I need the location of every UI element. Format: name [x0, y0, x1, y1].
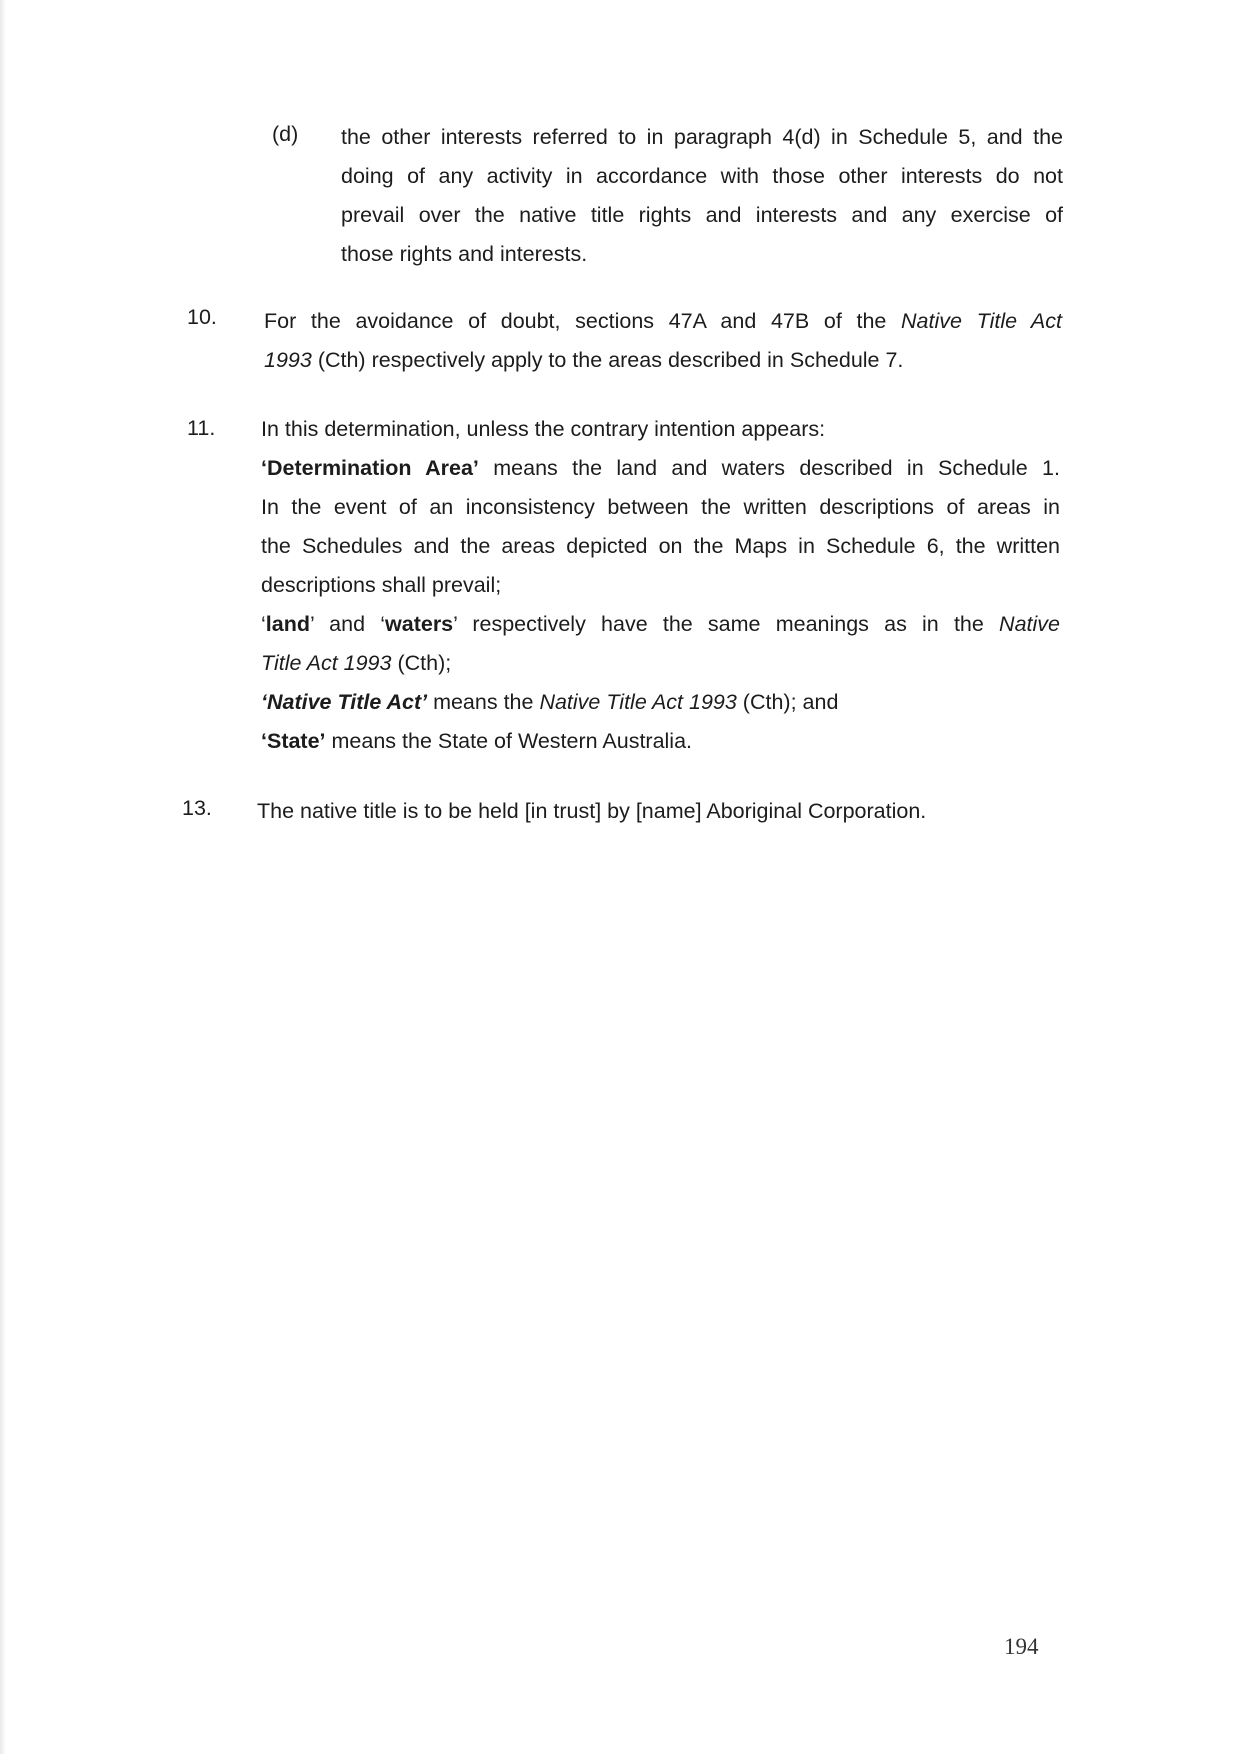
defined-term: ‘Determination Area’ [261, 456, 479, 480]
text-line: The native title is to be held [in trust] by [name] Aboriginal Corporation. [257, 799, 927, 823]
text-line [264, 302, 1062, 341]
text-run: means the State of Western Australia. [325, 729, 693, 753]
text-line: descriptions shall prevail; [261, 573, 502, 597]
act-title: Native Title Act 1993 [539, 690, 737, 714]
text-run: (Cth); [391, 651, 452, 675]
paragraph-text [264, 302, 1062, 380]
text-line [261, 644, 1060, 683]
definition-determination-area [261, 449, 1060, 488]
definition-native-title-act [261, 683, 1060, 722]
text-run: For the avoidance of doubt, sections 47A and 47B of the [264, 309, 902, 333]
text-run: means the [427, 690, 540, 714]
act-title: Native Title Act [901, 309, 1062, 333]
page-number: 194 [1004, 1634, 1039, 1659]
definition-state [261, 722, 1060, 761]
act-year: 1993 [264, 348, 312, 372]
text-run: respectively have the same meanings as in the [457, 612, 1000, 636]
defined-term: land [265, 612, 310, 636]
text-run: means the land and waters described in Schedule 1. [478, 456, 1060, 480]
scan-edge [0, 0, 6, 1754]
text-run: (Cth) respectively apply to the areas described in Schedule 7. [311, 348, 904, 372]
text-run: (Cth); and [736, 690, 839, 714]
text-line: those rights and interests. [341, 242, 588, 266]
text-line: doing of any activity in accordance with those other interests do not [341, 164, 1063, 188]
paragraph-number: 13. [182, 796, 212, 820]
paragraph-number: 10. [187, 305, 217, 329]
text-line: prevail over the native title rights and interests and any exercise of [341, 203, 1063, 227]
paragraph-text [257, 792, 1057, 831]
text-line: In the event of an inconsistency between the written descriptions of areas in [261, 495, 1060, 519]
act-title: Native [999, 612, 1060, 636]
quote-mark: ’ and ‘ [309, 612, 386, 636]
definition-land-waters [261, 605, 1060, 644]
subparagraph-text [341, 118, 1063, 274]
paragraph-number: 11. [187, 416, 216, 440]
defined-term: ‘State’ [261, 729, 326, 753]
subparagraph-label: (d) [272, 122, 299, 146]
text-line: the Schedules and the areas depicted on the Maps in Schedule 6, the written [261, 534, 1060, 558]
act-title: Title Act 1993 [261, 651, 392, 675]
text-line [264, 341, 1062, 380]
quote-mark: ‘ [261, 612, 266, 636]
text-line: the other interests referred to in paragraph 4(d) in Schedule 5, and the [341, 125, 1063, 149]
defined-term: waters [385, 612, 454, 636]
definitions-block [261, 410, 1060, 761]
quote-mark: ’ [453, 612, 458, 636]
definitions-intro: In this determination, unless the contrary intention appears: [261, 417, 826, 441]
defined-term: ‘Native Title Act’ [261, 690, 428, 714]
